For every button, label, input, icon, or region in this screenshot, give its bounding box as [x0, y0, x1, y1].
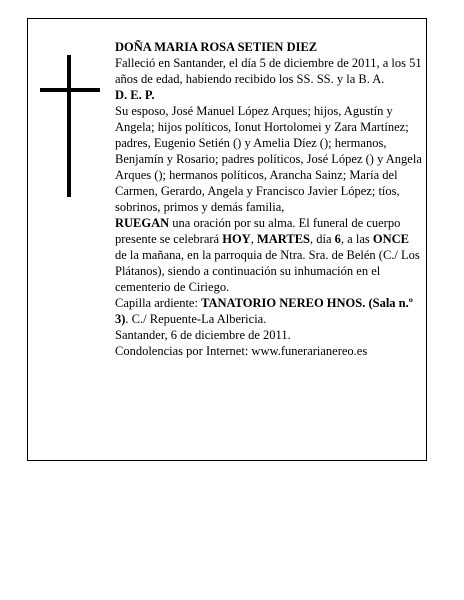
cross-icon: [40, 55, 100, 197]
day-number: 6: [334, 232, 341, 246]
once-word: ONCE: [372, 232, 409, 246]
chapel-name: TANATORIO NEREO HNOS.: [201, 296, 366, 310]
rip-line: D. E. P.: [115, 88, 155, 102]
deceased-name: DOÑA MARIA ROSA SETIEN DIEZ: [115, 40, 318, 54]
family-list: Su esposo, José Manuel López Arques; hijos, Agustín y Angela; hijos políticos, Ionut Hortolomei y Zara Martínez; padres, Eugenio Setién () y Amelia Díez (); hermanos, Benjamín y Rosario; padres políticos, José López () y Angela Arques (); hermanos políticos, Arancha Sainz; María del Carmen, Gerardo, Angela y Francisco Javier López; tíos, sobrinos, primos y demás familia,: [115, 104, 422, 214]
chapel-room: (Sala n.º 3): [115, 296, 413, 326]
martes-word: MARTES: [256, 232, 311, 246]
obituary-text: [115, 39, 423, 359]
chapel-info: Capilla ardiente: TANATORIO NEREO HNOS. (Sala n.º 3). C./ Repuente-La Albericia.: [115, 296, 413, 326]
obituary-notice: [27, 18, 427, 461]
funeral-info: RUEGAN una oración por su alma. El funeral de cuerpo presente se celebrará HOY, MARTES, día 6, a las ONCE de la mañana, en la parroquia de Ntra. Sra. de Belén (C./ Los Plátanos), siendo a continuación su inhumación en el cementerio de Ciriego.: [115, 216, 420, 294]
condolences-line: Condolencias por Internet: www.funerarianereo.es: [115, 344, 368, 358]
hoy-word: HOY: [222, 232, 251, 246]
notice-date: Santander, 6 de diciembre de 2011.: [115, 328, 291, 342]
ruegan-word: RUEGAN: [115, 216, 170, 230]
death-statement: Falleció en Santander, el día 5 de diciembre de 2011, a los 51 años de edad, habiendo recibido los SS. SS. y la B. A.: [115, 56, 422, 86]
